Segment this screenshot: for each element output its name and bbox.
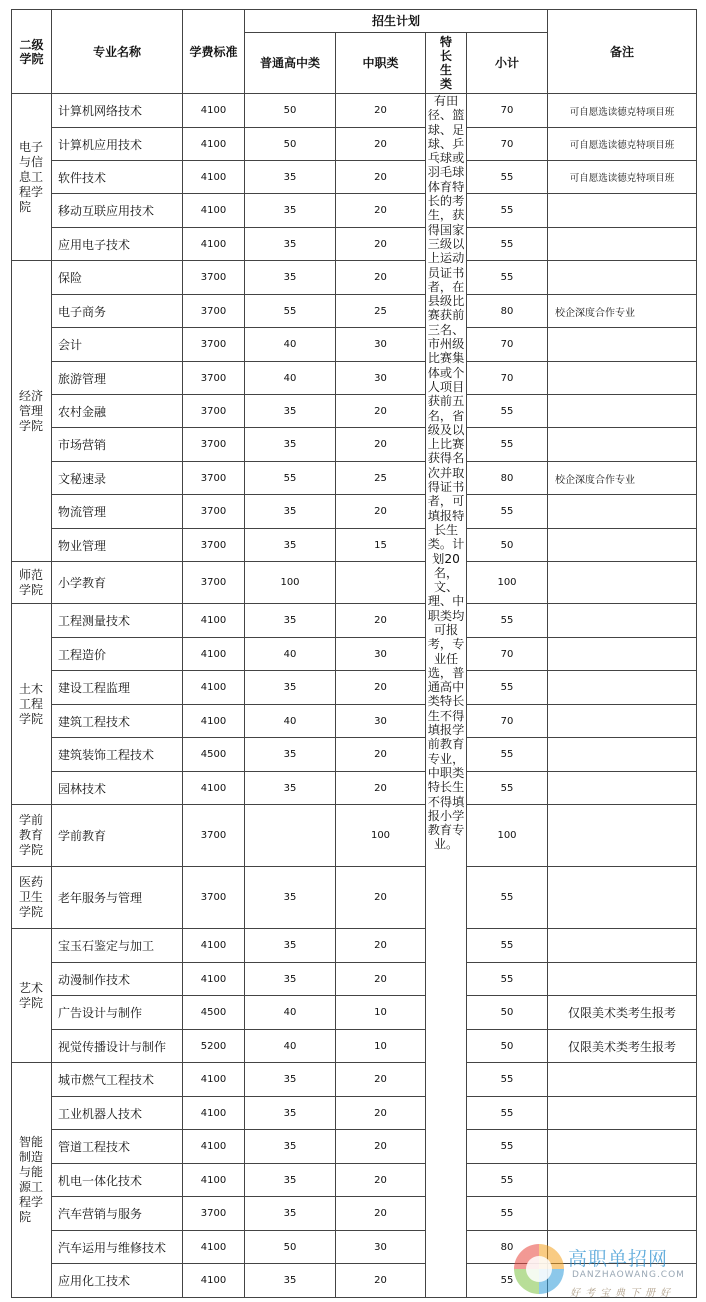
vocational-quota: 20 (336, 428, 426, 462)
tuition-fee: 4100 (183, 705, 245, 738)
tuition-fee: 4100 (183, 929, 245, 963)
vocational-quota: 25 (336, 295, 426, 328)
major-name: 市场营销 (52, 428, 183, 462)
header-general: 普通高中类 (245, 33, 336, 94)
subtotal: 55 (467, 929, 548, 963)
watermark-title: 高职单招网 (568, 1248, 669, 1270)
general-quota (245, 805, 336, 867)
table-row (12, 963, 697, 996)
remark (548, 705, 697, 738)
table-row (12, 705, 697, 738)
subtotal: 55 (467, 1264, 548, 1298)
major-name: 学前教育 (52, 805, 183, 867)
table-body (12, 94, 697, 1298)
table-row (12, 328, 697, 362)
tuition-fee: 3700 (183, 462, 245, 495)
vocational-quota: 20 (336, 94, 426, 128)
vocational-quota: 20 (336, 929, 426, 963)
admission-plan-table (11, 9, 697, 1298)
general-quota: 35 (245, 1164, 336, 1197)
remark: 校企深度合作专业 (548, 462, 697, 495)
tuition-fee: 4100 (183, 772, 245, 805)
remark (548, 495, 697, 529)
subtotal: 55 (467, 395, 548, 428)
general-quota: 35 (245, 772, 336, 805)
general-quota: 35 (245, 963, 336, 996)
header-special: 特长生类 (426, 33, 467, 94)
table-row (12, 805, 697, 867)
general-quota: 40 (245, 1030, 336, 1063)
general-quota: 35 (245, 161, 336, 194)
table-row (12, 228, 697, 261)
table-row (12, 604, 697, 638)
tuition-fee: 3700 (183, 395, 245, 428)
vocational-quota: 100 (336, 805, 426, 867)
general-quota: 35 (245, 261, 336, 295)
vocational-quota: 30 (336, 328, 426, 362)
vocational-quota: 20 (336, 194, 426, 228)
vocational-quota: 10 (336, 1030, 426, 1063)
tuition-fee: 4100 (183, 1164, 245, 1197)
table-row (12, 94, 697, 128)
table-row (12, 929, 697, 963)
vocational-quota: 20 (336, 963, 426, 996)
remark (548, 395, 697, 428)
remark (548, 1197, 697, 1231)
tuition-fee: 4100 (183, 161, 245, 194)
subtotal: 50 (467, 996, 548, 1030)
subtotal: 55 (467, 671, 548, 705)
subtotal: 55 (467, 1130, 548, 1164)
table-row (12, 867, 697, 929)
table-row (12, 261, 697, 295)
tuition-fee: 4500 (183, 996, 245, 1030)
subtotal: 80 (467, 295, 548, 328)
vocational-quota: 20 (336, 395, 426, 428)
tuition-fee: 3700 (183, 529, 245, 562)
tuition-fee: 4100 (183, 1063, 245, 1097)
remark (548, 1097, 697, 1130)
tuition-fee: 3700 (183, 362, 245, 395)
table-row (12, 562, 697, 604)
table-row (12, 495, 697, 529)
college-name: 医药卫生学院 (12, 867, 52, 929)
special-talent-note: 有田径、篮球、足球、乒乓球或羽毛球体育特长的考生，获得国家三级以上运动员证书者，在县级比赛获前三名、市州级比赛集体或个人项目获前五名，省级及以上比赛获得名次并取得证书者，可填报特长生类。计划20名，文、理、中职类均可报考，专业任选，普通高中类特长生不得填报学前教育专业，中职类特长生不得填报小学教育专业。 (426, 94, 467, 1298)
subtotal: 70 (467, 94, 548, 128)
general-quota: 35 (245, 1197, 336, 1231)
major-name: 管道工程技术 (52, 1130, 183, 1164)
vocational-quota: 20 (336, 738, 426, 772)
tuition-fee: 4100 (183, 1231, 245, 1264)
remark: 仅限美术类考生报考 (548, 996, 697, 1030)
remark: 可自愿选读德克特项目班 (548, 161, 697, 194)
general-quota: 100 (245, 562, 336, 604)
vocational-quota: 20 (336, 1130, 426, 1164)
major-name: 园林技术 (52, 772, 183, 805)
general-quota: 35 (245, 1063, 336, 1097)
remark (548, 228, 697, 261)
college-name: 学前教育学院 (12, 805, 52, 867)
major-name: 物业管理 (52, 529, 183, 562)
tuition-fee: 4100 (183, 94, 245, 128)
general-quota: 35 (245, 738, 336, 772)
general-quota: 55 (245, 295, 336, 328)
college-name: 智能制造与能源工程学院 (12, 1063, 52, 1298)
major-name: 计算机网络技术 (52, 94, 183, 128)
vocational-quota: 20 (336, 495, 426, 529)
tuition-fee: 4100 (183, 963, 245, 996)
table-row (12, 395, 697, 428)
subtotal: 55 (467, 963, 548, 996)
college-name: 土木工程学院 (12, 604, 52, 805)
subtotal: 80 (467, 462, 548, 495)
header-major: 专业名称 (52, 10, 183, 94)
vocational-quota: 20 (336, 671, 426, 705)
major-name: 视觉传播设计与制作 (52, 1030, 183, 1063)
remark: 校企深度合作专业 (548, 295, 697, 328)
major-name: 广告设计与制作 (52, 996, 183, 1030)
subtotal: 100 (467, 562, 548, 604)
general-quota: 55 (245, 462, 336, 495)
subtotal: 55 (467, 772, 548, 805)
subtotal: 100 (467, 805, 548, 867)
vocational-quota: 20 (336, 1063, 426, 1097)
college-name: 艺术学院 (12, 929, 52, 1063)
remark (548, 671, 697, 705)
major-name: 建设工程监理 (52, 671, 183, 705)
table-row (12, 1164, 697, 1197)
major-name: 建筑装饰工程技术 (52, 738, 183, 772)
table-row (12, 1030, 697, 1063)
table-row (12, 738, 697, 772)
general-quota: 35 (245, 929, 336, 963)
college-name: 师范学院 (12, 562, 52, 604)
tuition-fee: 4100 (183, 638, 245, 671)
table-row (12, 295, 697, 328)
vocational-quota: 20 (336, 1097, 426, 1130)
subtotal: 70 (467, 362, 548, 395)
general-quota: 35 (245, 604, 336, 638)
header-subtotal: 小计 (467, 33, 548, 94)
watermark-logo-center (526, 1256, 552, 1282)
subtotal: 70 (467, 705, 548, 738)
subtotal: 55 (467, 495, 548, 529)
header-fee: 学费标准 (183, 10, 245, 94)
vocational-quota: 20 (336, 128, 426, 161)
remark (548, 963, 697, 996)
tuition-fee: 4100 (183, 228, 245, 261)
general-quota: 40 (245, 705, 336, 738)
general-quota: 35 (245, 1130, 336, 1164)
general-quota: 40 (245, 362, 336, 395)
major-name: 计算机应用技术 (52, 128, 183, 161)
general-quota: 50 (245, 1231, 336, 1264)
major-name: 应用电子技术 (52, 228, 183, 261)
vocational-quota: 20 (336, 1264, 426, 1298)
major-name: 物流管理 (52, 495, 183, 529)
subtotal: 55 (467, 194, 548, 228)
subtotal: 55 (467, 1097, 548, 1130)
remark (548, 529, 697, 562)
vocational-quota: 15 (336, 529, 426, 562)
remark: 仅限美术类考生报考 (548, 1030, 697, 1063)
subtotal: 55 (467, 261, 548, 295)
tuition-fee: 3700 (183, 328, 245, 362)
subtotal: 55 (467, 738, 548, 772)
tuition-fee: 4100 (183, 1097, 245, 1130)
general-quota: 35 (245, 228, 336, 261)
general-quota: 35 (245, 867, 336, 929)
remark (548, 1063, 697, 1097)
subtotal: 80 (467, 1231, 548, 1264)
major-name: 建筑工程技术 (52, 705, 183, 738)
tuition-fee: 3700 (183, 805, 245, 867)
general-quota: 40 (245, 638, 336, 671)
general-quota: 35 (245, 395, 336, 428)
header-college: 二级学院 (12, 10, 52, 94)
subtotal: 70 (467, 128, 548, 161)
table-row (12, 194, 697, 228)
general-quota: 35 (245, 428, 336, 462)
vocational-quota: 20 (336, 772, 426, 805)
major-name: 旅游管理 (52, 362, 183, 395)
tuition-fee: 4100 (183, 194, 245, 228)
subtotal: 55 (467, 228, 548, 261)
tuition-fee: 4100 (183, 1130, 245, 1164)
remark (548, 772, 697, 805)
remark (548, 604, 697, 638)
tuition-fee: 3700 (183, 295, 245, 328)
header-vocational: 中职类 (336, 33, 426, 94)
remark: 可自愿选读德克特项目班 (548, 94, 697, 128)
remark (548, 562, 697, 604)
subtotal: 55 (467, 867, 548, 929)
college-name: 电子与信息工程学院 (12, 94, 52, 261)
table-row (12, 1063, 697, 1097)
table-row (12, 671, 697, 705)
subtotal: 50 (467, 1030, 548, 1063)
major-name: 工业机器人技术 (52, 1097, 183, 1130)
general-quota: 35 (245, 495, 336, 529)
remark (548, 261, 697, 295)
major-name: 电子商务 (52, 295, 183, 328)
tuition-fee: 3700 (183, 1197, 245, 1231)
tuition-fee: 4100 (183, 604, 245, 638)
vocational-quota: 20 (336, 1197, 426, 1231)
subtotal: 55 (467, 1063, 548, 1097)
general-quota: 35 (245, 529, 336, 562)
remark (548, 1164, 697, 1197)
remark (548, 362, 697, 395)
major-name: 动漫制作技术 (52, 963, 183, 996)
major-name: 移动互联应用技术 (52, 194, 183, 228)
subtotal: 55 (467, 161, 548, 194)
table-row (12, 772, 697, 805)
table-row (12, 1130, 697, 1164)
table-row (12, 462, 697, 495)
table-header (12, 10, 697, 94)
vocational-quota: 20 (336, 867, 426, 929)
major-name: 汽车运用与维修技术 (52, 1231, 183, 1264)
tuition-fee: 4100 (183, 1264, 245, 1298)
table-row (12, 428, 697, 462)
subtotal: 50 (467, 529, 548, 562)
table-row (12, 638, 697, 671)
tuition-fee: 3700 (183, 562, 245, 604)
vocational-quota: 30 (336, 638, 426, 671)
vocational-quota: 20 (336, 228, 426, 261)
major-name: 城市燃气工程技术 (52, 1063, 183, 1097)
subtotal: 55 (467, 1197, 548, 1231)
major-name: 机电一体化技术 (52, 1164, 183, 1197)
general-quota: 35 (245, 1097, 336, 1130)
table-row (12, 161, 697, 194)
table-row (12, 1197, 697, 1231)
watermark-slogan: 好考宝典下册好 (570, 1288, 675, 1299)
tuition-fee: 3700 (183, 261, 245, 295)
general-quota: 40 (245, 328, 336, 362)
subtotal: 55 (467, 604, 548, 638)
vocational-quota: 30 (336, 705, 426, 738)
major-name: 宝玉石鉴定与加工 (52, 929, 183, 963)
header-plan: 招生计划 (245, 10, 548, 33)
general-quota: 35 (245, 194, 336, 228)
subtotal: 55 (467, 1164, 548, 1197)
remark (548, 428, 697, 462)
major-name: 农村金融 (52, 395, 183, 428)
remark: 可自愿选读德克特项目班 (548, 128, 697, 161)
vocational-quota: 10 (336, 996, 426, 1030)
tuition-fee: 4100 (183, 128, 245, 161)
remark (548, 328, 697, 362)
table-row (12, 362, 697, 395)
general-quota: 50 (245, 94, 336, 128)
general-quota: 35 (245, 1264, 336, 1298)
tuition-fee: 4500 (183, 738, 245, 772)
major-name: 会计 (52, 328, 183, 362)
subtotal: 70 (467, 638, 548, 671)
major-name: 文秘速录 (52, 462, 183, 495)
watermark (508, 1240, 706, 1302)
table-row (12, 529, 697, 562)
vocational-quota (336, 562, 426, 604)
table-row (12, 1097, 697, 1130)
vocational-quota: 30 (336, 1231, 426, 1264)
major-name: 保险 (52, 261, 183, 295)
header-remark: 备注 (548, 10, 697, 94)
remark (548, 638, 697, 671)
tuition-fee: 5200 (183, 1030, 245, 1063)
major-name: 应用化工技术 (52, 1264, 183, 1298)
tuition-fee: 3700 (183, 867, 245, 929)
remark (548, 1130, 697, 1164)
remark (548, 805, 697, 867)
remark (548, 929, 697, 963)
major-name: 软件技术 (52, 161, 183, 194)
remark (548, 194, 697, 228)
college-name: 经济管理学院 (12, 261, 52, 562)
major-name: 老年服务与管理 (52, 867, 183, 929)
major-name: 汽车营销与服务 (52, 1197, 183, 1231)
vocational-quota: 20 (336, 161, 426, 194)
vocational-quota: 20 (336, 1164, 426, 1197)
general-quota: 35 (245, 671, 336, 705)
general-quota: 50 (245, 128, 336, 161)
major-name: 工程造价 (52, 638, 183, 671)
subtotal: 55 (467, 428, 548, 462)
vocational-quota: 30 (336, 362, 426, 395)
subtotal: 70 (467, 328, 548, 362)
table-row (12, 996, 697, 1030)
vocational-quota: 20 (336, 604, 426, 638)
major-name: 工程测量技术 (52, 604, 183, 638)
vocational-quota: 25 (336, 462, 426, 495)
tuition-fee: 3700 (183, 428, 245, 462)
major-name: 小学教育 (52, 562, 183, 604)
watermark-url: DANZHAOWANG.COM (572, 1270, 685, 1280)
remark (548, 738, 697, 772)
tuition-fee: 3700 (183, 495, 245, 529)
table-row (12, 128, 697, 161)
tuition-fee: 4100 (183, 671, 245, 705)
vocational-quota: 20 (336, 261, 426, 295)
general-quota: 40 (245, 996, 336, 1030)
remark (548, 867, 697, 929)
